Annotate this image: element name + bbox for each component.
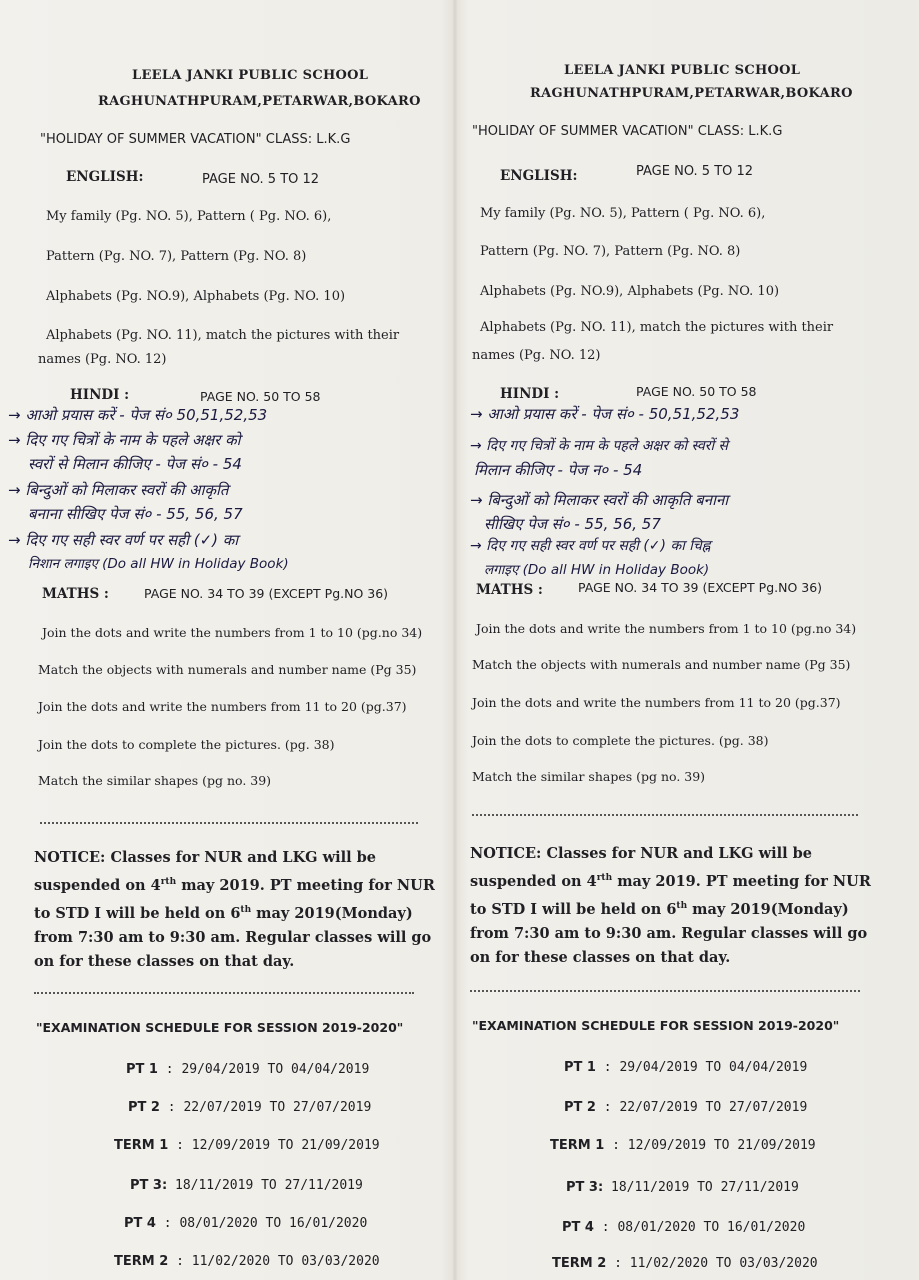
divider	[472, 814, 858, 816]
english-line: Alphabets (Pg. NO.9), Alphabets (Pg. NO. 10)	[46, 289, 346, 304]
exam-row: PT 2 : 22/07/2019 TO 27/07/2019	[564, 1100, 808, 1115]
hindi-line: लगाइए (Do all HW in Holiday Book)	[484, 562, 710, 578]
maths-pages: PAGE NO. 34 TO 39 (EXCEPT Pg.NO 36)	[144, 586, 389, 601]
english-line: My family (Pg. NO. 5), Pattern ( Pg. NO. 6),	[46, 209, 332, 224]
maths-line: Join the dots and write the numbers from 11 to 20 (pg.37)	[38, 699, 407, 714]
hindi-line: → आओ प्रयास करें - पेज सं० - 50,51,52,53	[470, 405, 740, 423]
vacation-heading: "HOLIDAY OF SUMMER VACATION" CLASS: L.K.G	[472, 124, 783, 139]
maths-label: MATHS :	[476, 582, 543, 598]
exam-row: PT 3: 18/11/2019 TO 27/11/2019	[566, 1180, 799, 1195]
hindi-line: स्वरों से मिलान कीजिए - पेज सं० - 54	[28, 455, 242, 473]
hindi-pages: PAGE NO. 50 TO 58	[636, 384, 757, 399]
english-line: names (Pg. NO. 12)	[38, 352, 167, 367]
exam-row: PT 2 : 22/07/2019 TO 27/07/2019	[128, 1100, 372, 1115]
exam-row: PT 4 : 08/01/2020 TO 16/01/2020	[562, 1220, 806, 1235]
school-address: RAGHUNATHPURAM,PETARWAR,BOKARO	[98, 94, 421, 109]
exam-row: PT 4 : 08/01/2020 TO 16/01/2020	[124, 1216, 368, 1231]
english-line: My family (Pg. NO. 5), Pattern ( Pg. NO. 6),	[480, 206, 766, 221]
hindi-line: → दिए गए चित्रों के नाम के पहले अक्षर को स्वरों से	[470, 438, 729, 454]
maths-line: Join the dots to complete the pictures. (pg. 38)	[472, 733, 769, 748]
exam-title: "EXAMINATION SCHEDULE FOR SESSION 2019-2020"	[36, 1020, 404, 1035]
school-address: RAGHUNATHPURAM,PETARWAR,BOKARO	[530, 86, 853, 101]
exam-row: TERM 2 : 11/02/2020 TO 03/03/2020	[114, 1254, 380, 1269]
english-pages: PAGE NO. 5 TO 12	[202, 172, 320, 187]
english-line: Alphabets (Pg. NO.9), Alphabets (Pg. NO. 10)	[480, 284, 780, 299]
english-line: Pattern (Pg. NO. 7), Pattern (Pg. NO. 8)	[480, 244, 741, 259]
maths-line: Join the dots and write the numbers from 11 to 20 (pg.37)	[472, 695, 841, 710]
divider	[34, 992, 414, 994]
exam-row: TERM 2 : 11/02/2020 TO 03/03/2020	[552, 1256, 818, 1271]
notice-text: NOTICE: Classes for NUR and LKG will be suspended on $4^{rth}$ may 2019. PT meeting for NUR to STD I will be held on 6th may 2019(Monday) from 7:30 am to 9:30 am. Regular classes will go on for these classes on that day.	[470, 845, 871, 966]
maths-line: Join the dots and write the numbers from 1 to 10 (pg.no 34)	[476, 621, 857, 636]
maths-label: MATHS :	[42, 586, 109, 602]
hindi-line: निशान लगाइए (Do all HW in Holiday Book)	[28, 556, 289, 572]
maths-line: Join the dots to complete the pictures. (pg. 38)	[38, 737, 335, 752]
hindi-label: HINDI :	[70, 387, 130, 403]
hindi-line: → बिन्दुओं को मिलाकर स्वरों की आकृति बनाना	[470, 491, 729, 509]
maths-line: Match the similar shapes (pg no. 39)	[472, 769, 706, 784]
maths-line: Join the dots and write the numbers from 1 to 10 (pg.no 34)	[42, 625, 423, 640]
hindi-line: → दिए गए सही स्वर वर्ण पर सही (✓) का	[8, 531, 239, 549]
maths-line: Match the similar shapes (pg no. 39)	[38, 773, 272, 788]
notice-text: NOTICE: Classes for NUR and LKG will be suspended on $4^{rth}$ may 2019. PT meeting for NUR to STD I will be held on 6th may 2019(Monday) from 7:30 am to 9:30 am. Regular classes will go on for these classes on that day.	[34, 849, 435, 970]
hindi-label: HINDI :	[500, 386, 560, 402]
english-label: ENGLISH:	[500, 168, 578, 184]
maths-line: Match the objects with numerals and number name (Pg 35)	[38, 662, 417, 677]
exam-row: PT 3: 18/11/2019 TO 27/11/2019	[130, 1178, 363, 1193]
divider	[40, 822, 418, 824]
exam-row: TERM 1 : 12/09/2019 TO 21/09/2019	[114, 1138, 380, 1153]
school-name: LEELA JANKI PUBLIC SCHOOL	[564, 63, 801, 78]
maths-pages: PAGE NO. 34 TO 39 (EXCEPT Pg.NO 36)	[578, 580, 823, 595]
divider	[470, 990, 860, 992]
english-line: Pattern (Pg. NO. 7), Pattern (Pg. NO. 8)	[46, 249, 307, 264]
right-copy	[460, 0, 910, 1280]
exam-row: TERM 1 : 12/09/2019 TO 21/09/2019	[550, 1138, 816, 1153]
hindi-line: → आओ प्रयास करें - पेज सं० 50,51,52,53	[8, 406, 268, 424]
english-line: Alphabets (Pg. NO. 11), match the pictures with their	[480, 320, 834, 335]
hindi-line: → दिए गए चित्रों के नाम के पहले अक्षर को	[8, 431, 241, 449]
english-label: ENGLISH:	[66, 169, 144, 185]
english-line: names (Pg. NO. 12)	[472, 348, 601, 363]
school-name: LEELA JANKI PUBLIC SCHOOL	[132, 68, 369, 83]
page-fold	[452, 0, 458, 1280]
exam-title: "EXAMINATION SCHEDULE FOR SESSION 2019-2020"	[472, 1018, 840, 1033]
hindi-pages: PAGE NO. 50 TO 58	[200, 389, 321, 404]
english-line: Alphabets (Pg. NO. 11), match the pictures with their	[46, 328, 400, 343]
exam-row: PT 1 : 29/04/2019 TO 04/04/2019	[564, 1060, 808, 1075]
hindi-line: बनाना सीखिए पेज सं० - 55, 56, 57	[28, 505, 243, 523]
english-pages: PAGE NO. 5 TO 12	[636, 164, 754, 179]
vacation-heading: "HOLIDAY OF SUMMER VACATION" CLASS: L.K.G	[40, 132, 351, 147]
hindi-line: सीखिए पेज सं० - 55, 56, 57	[484, 515, 661, 533]
maths-line: Match the objects with numerals and number name (Pg 35)	[472, 657, 851, 672]
exam-row: PT 1 : 29/04/2019 TO 04/04/2019	[126, 1062, 370, 1077]
hindi-line: मिलान कीजिए - पेज न० - 54	[474, 461, 643, 479]
left-copy	[0, 0, 450, 1280]
hindi-line: → दिए गए सही स्वर वर्ण पर सही (✓) का चिह्न	[470, 538, 711, 554]
hindi-line: → बिन्दुओं को मिलाकर स्वरों की आकृति	[8, 481, 229, 499]
